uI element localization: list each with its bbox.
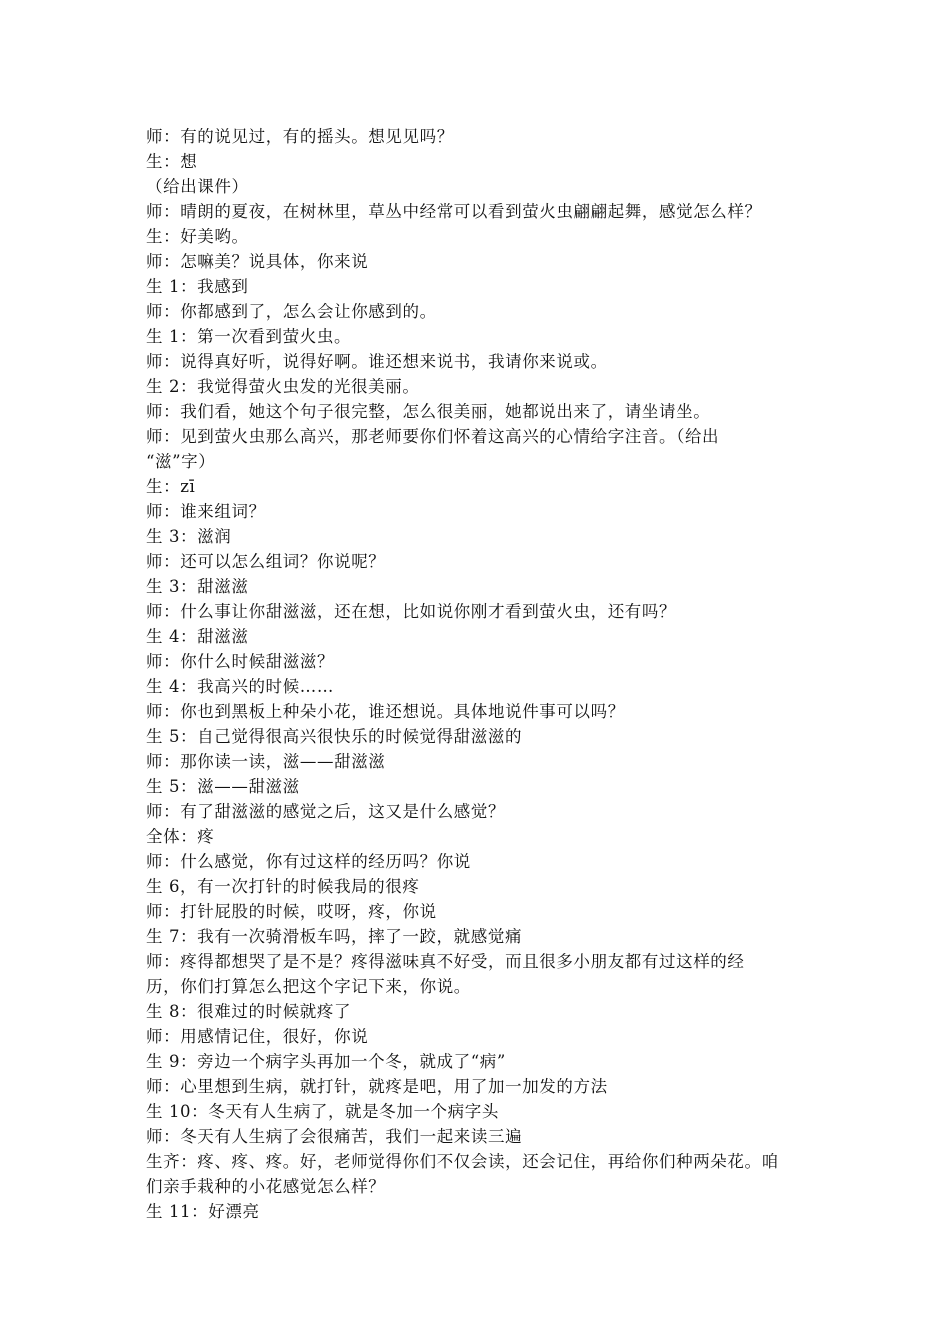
- transcript-line: 师：用感情记住，很好，你说: [146, 1027, 369, 1046]
- transcript-line: 师：怎嘛美？说具体，你来说: [146, 252, 369, 271]
- transcript-line: 生 6，有一次打针的时候我局的很疼: [146, 877, 420, 896]
- transcript-line: 师：说得真好听，说得好啊。谁还想来说书，我请你来说或。: [146, 352, 608, 371]
- transcript-line: 生 1：我感到: [146, 277, 249, 296]
- transcript-line: 全体：疼: [146, 827, 215, 846]
- transcript-line: 师：你都感到了，怎么会让你感到的。: [146, 302, 437, 321]
- transcript-line: 师：我们看，她这个句子很完整，怎么很美丽，她都说出来了，请坐请坐。: [146, 402, 711, 421]
- transcript-line: 生 3：滋润: [146, 527, 232, 546]
- transcript-body: [146, 124, 810, 1224]
- transcript-line: 师：心里想到生病，就打针，就疼是吧，用了加一加发的方法: [146, 1077, 608, 1096]
- transcript-line: “滋”字）: [146, 452, 216, 471]
- transcript-line: 师：晴朗的夏夜，在树林里，草丛中经常可以看到萤火虫翩翩起舞，感觉怎么样？: [146, 202, 762, 221]
- transcript-line: （给出课件）: [146, 177, 249, 196]
- transcript-line: 生齐：疼、疼、疼。好，老师觉得你们不仅会读，还会记住，再给你们种两朵花。咱: [146, 1152, 779, 1171]
- transcript-line: 师：谁来组词？: [146, 502, 266, 521]
- transcript-line: 师：什么感觉，你有过这样的经历吗？你说: [146, 852, 471, 871]
- transcript-line: 生 3：甜滋滋: [146, 577, 249, 596]
- transcript-line: 生：好美哟。: [146, 227, 249, 246]
- transcript-line: 师：那你读一读，滋——甜滋滋: [146, 752, 386, 771]
- transcript-line: 生 11：好漂亮: [146, 1202, 260, 1221]
- transcript-line: 生 5：滋——甜滋滋: [146, 777, 300, 796]
- transcript-line: 师：疼得都想哭了是不是？疼得滋味真不好受，而且很多小朋友都有过这样的经: [146, 952, 745, 971]
- transcript-line: 师：什么事让你甜滋滋，还在想，比如说你刚才看到萤火虫，还有吗？: [146, 602, 677, 621]
- transcript-line: 师：见到萤火虫那么高兴，那老师要你们怀着这高兴的心情给字注音。（给出: [146, 427, 720, 446]
- transcript-line: 生 1：第一次看到萤火虫。: [146, 327, 352, 346]
- transcript-line: 生：zī: [146, 477, 196, 496]
- transcript-line: 师：你也到黑板上种朵小花，谁还想说。具体地说件事可以吗？: [146, 702, 625, 721]
- transcript-line: 师：还可以怎么组词？你说呢？: [146, 552, 386, 571]
- transcript-line: 师：有了甜滋滋的感觉之后，这又是什么感觉？: [146, 802, 506, 821]
- transcript-line: 师：有的说见过，有的摇头。想见见吗？: [146, 127, 454, 146]
- transcript-line: 生 9：旁边一个病字头再加一个冬，就成了“病”: [146, 1052, 506, 1071]
- transcript-line: 生 8：很难过的时候就疼了: [146, 1002, 352, 1021]
- transcript-line: 生 10：冬天有人生病了，就是冬加一个病字头: [146, 1102, 499, 1121]
- transcript-line: 生 5：自己觉得很高兴很快乐的时候觉得甜滋滋的: [146, 727, 523, 746]
- transcript-line: 生：想: [146, 152, 198, 171]
- transcript-line: 师：你什么时候甜滋滋？: [146, 652, 335, 671]
- transcript-line: 师：冬天有人生病了会很痛苦，我们一起来读三遍: [146, 1127, 523, 1146]
- transcript-line: 生 4：甜滋滋: [146, 627, 249, 646]
- transcript-line: 历，你们打算怎么把这个字记下来，你说。: [146, 977, 471, 996]
- transcript-line: 生 7：我有一次骑滑板车吗，摔了一跤，就感觉痛: [146, 927, 523, 946]
- transcript-line: 们亲手栽种的小花感觉怎么样？: [146, 1177, 386, 1196]
- transcript-line: 生 2：我觉得萤火虫发的光很美丽。: [146, 377, 420, 396]
- transcript-line: 生 4：我高兴的时候……: [146, 677, 334, 696]
- transcript-line: 师：打针屁股的时候，哎呀，疼，你说: [146, 902, 437, 921]
